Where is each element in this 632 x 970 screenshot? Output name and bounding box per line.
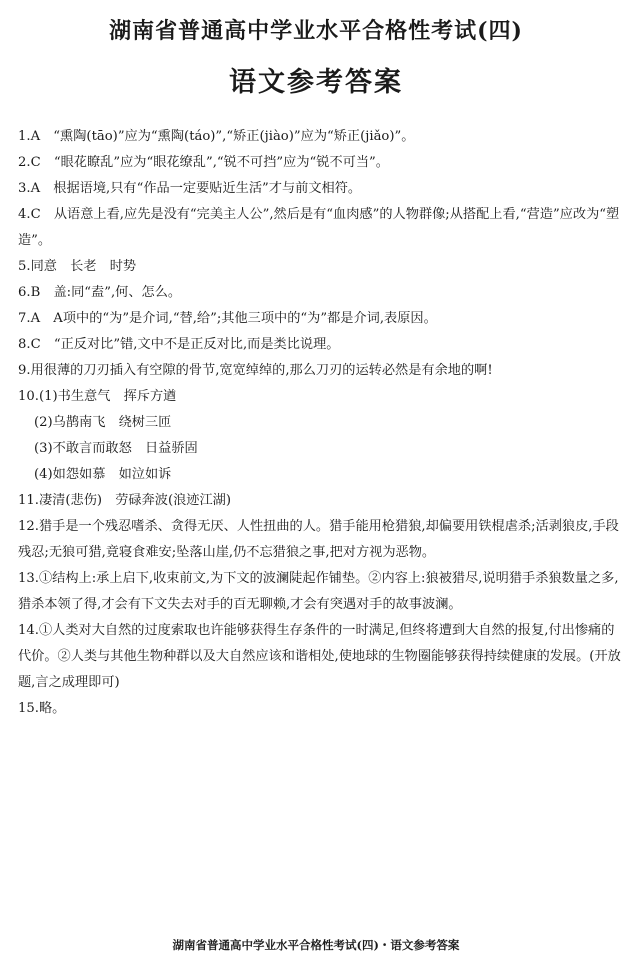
answer-number: 11. [18, 493, 39, 508]
answer-item-11 [18, 488, 622, 514]
answer-item-4 [18, 202, 622, 254]
answer-number: 5. [18, 259, 31, 274]
answer-number: 1. [18, 129, 31, 144]
page-footer: 湖南省普通高中学业水平合格性考试(四)・语文参考答案 [172, 938, 460, 952]
answer-text: C “眼花瞭乱”应为“眼花缭乱”,“锐不可挡”应为“锐不可当”。 [30, 155, 389, 170]
answer-item-1 [18, 124, 622, 150]
answer-number: 14. [18, 623, 39, 638]
answer-subitem [18, 436, 622, 462]
answer-number: 4. [18, 207, 31, 222]
answer-number: 9. [18, 363, 31, 378]
answer-text: ①结构上:承上启下,收束前文,为下文的波澜陡起作铺垫。②内容上:狼被猎尽,说明猎手杀狼数量之多,猎杀本领了得,才会有下文失去对手的百无聊赖,才会有突遇对手的故事波澜。 [18, 571, 619, 612]
answer-number: 15. [18, 701, 39, 716]
answer-text: C “正反对比”错,文中不是正反对比,而是类比说理。 [30, 337, 340, 352]
answer-text: 同意 长老 时势 [30, 259, 137, 274]
answer-text: 略。 [38, 701, 66, 716]
answer-number: 6. [18, 285, 31, 300]
answer-subitem-text: (4)如怨如慕 如泣如诉 [34, 467, 172, 482]
answer-number: 13. [18, 571, 39, 586]
answer-text: (1)书生意气 挥斥方遒 [38, 389, 177, 404]
answer-number: 10. [18, 389, 39, 404]
answer-subitem [18, 462, 622, 488]
answer-number: 12. [18, 519, 39, 534]
exam-title: 湖南省普通高中学业水平合格性考试(四) [109, 18, 523, 44]
answer-subitem-text: (3)不敢言而敢怒 日益骄固 [34, 441, 198, 456]
answer-item-3 [18, 176, 622, 202]
answer-text: 凄清(悲伤) 劳碌奔波(浪迹江湖) [38, 493, 232, 508]
answer-text: C 从语意上看,应先是没有“完美主人公”,然后是有“血肉感”的人物群像;从搭配上看,“营造”应改为“塑造”。 [18, 207, 620, 248]
answer-text: A A项中的“为”是介词,“替,给”;其他三项中的“为”都是介词,表原因。 [30, 311, 437, 326]
answer-item-10 [18, 384, 622, 410]
answer-text: A “熏陶(tāo)”应为“熏陶(táo)”,“矫正(jiào)”应为“矫正(jiǎo)”。 [30, 129, 415, 144]
answer-item-12 [18, 514, 622, 566]
answer-text: 用很薄的刀刃插入有空隙的骨节,宽宽绰绰的,那么刀刃的运转必然是有余地的啊! [30, 363, 493, 378]
answer-item-15 [18, 696, 622, 722]
answer-text: ①人类对大自然的过度索取也许能够获得生存条件的一时满足,但终将遭到大自然的报复,付出惨痛的代价。②人类与其他生物种群以及大自然应该和谐相处,使地球的生物圈能够获得持续健康的发展。(开放题,言之成理即可) [18, 623, 621, 690]
answer-subitem-text: (2)乌鹊南飞 绕树三匝 [34, 415, 172, 430]
answer-text: 猎手是一个残忍嗜杀、贪得无厌、人性扭曲的人。猎手能用枪猎狼,却偏要用铁棍虐杀;活剥狼皮,手段残忍;无狼可猎,竟寝食难安;坠落山崖,仍不忘猎狼之事,把对方视为恶物。 [18, 519, 619, 560]
answer-item-8 [18, 332, 622, 358]
answer-item-7 [18, 306, 622, 332]
answer-item-14 [18, 618, 622, 696]
answer-item-2 [18, 150, 622, 176]
answer-number: 7. [18, 311, 31, 326]
answer-item-5 [18, 254, 622, 280]
document-title: 语文参考答案 [229, 67, 403, 98]
answer-number: 8. [18, 337, 31, 352]
answer-item-13 [18, 566, 622, 618]
answer-number: 3. [18, 181, 31, 196]
answer-item-6 [18, 280, 622, 306]
answer-list [18, 124, 622, 722]
answer-text: B 盖:同“盍”,何、怎么。 [30, 285, 182, 300]
answer-item-9 [18, 358, 622, 384]
answer-subitem [18, 410, 622, 436]
answer-text: A 根据语境,只有“作品一定要贴近生活”才与前文相符。 [30, 181, 362, 196]
answer-number: 2. [18, 155, 31, 170]
